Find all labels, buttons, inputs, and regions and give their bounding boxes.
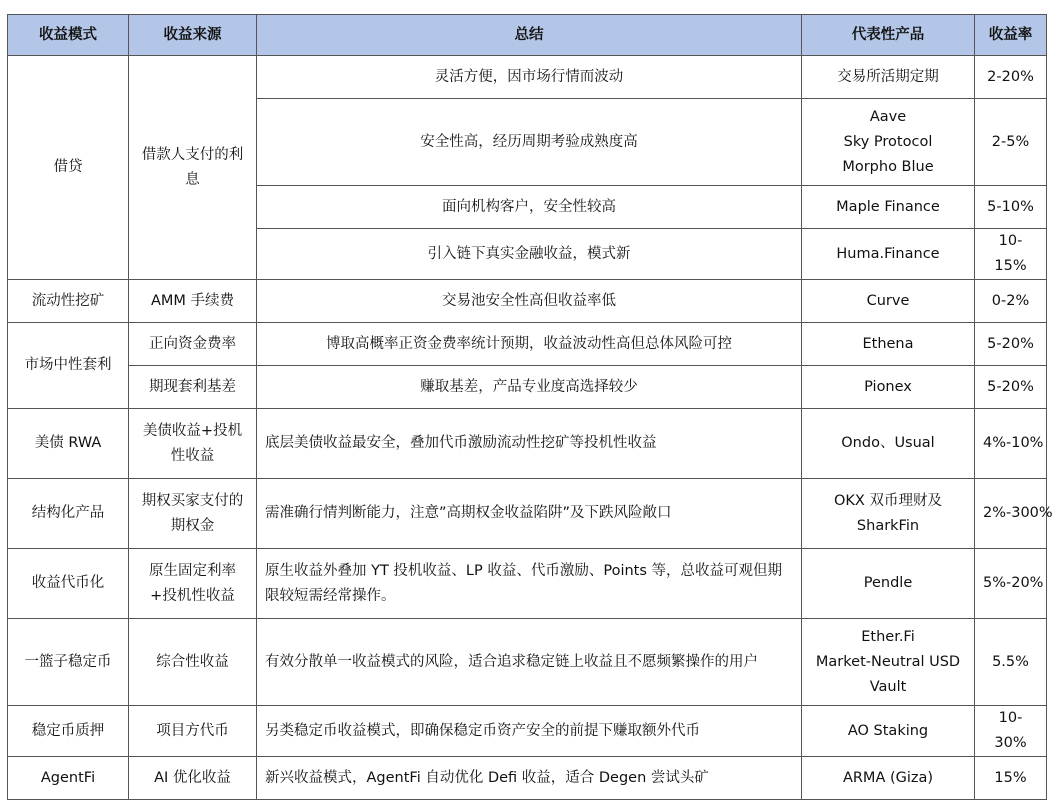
summary-cell: 安全性高，经历周期考验成熟度高 (257, 99, 802, 186)
rate-cell: 15% (975, 757, 1047, 800)
product-name: Curve (866, 292, 910, 309)
source-cell: 综合性收益 (129, 619, 257, 706)
product-name: ARMA (Giza) (842, 769, 934, 786)
rate-cell: 4%-10% (975, 409, 1047, 479)
header-row (8, 15, 1047, 56)
summary-cell: 需准确行情判断能力，注意”高期权金收益陷阱”及下跌风险敞口 (257, 479, 802, 549)
rate-cell: 2%-300% (975, 479, 1047, 549)
product-name: Ondo、Usual (841, 435, 935, 451)
summary-cell: 引入链下真实金融收益，模式新 (257, 229, 802, 280)
summary-cell: 交易池安全性高但收益率低 (257, 280, 802, 323)
mode-cell: 美债 RWA (8, 409, 129, 479)
product-name: Pionex (864, 378, 912, 395)
products-cell (802, 479, 975, 549)
table-row (8, 323, 1047, 366)
source-cell: 借款人支付的利息 (129, 56, 257, 280)
rate-cell: 5%-20% (975, 549, 1047, 619)
mode-cell: 流动性挖矿 (8, 280, 129, 323)
rate-cell: 5-10% (975, 186, 1047, 229)
product-name: Maple Finance (836, 198, 940, 215)
summary-cell: 原生收益外叠加 YT 投机收益、LP 收益、代币激励、Points 等，总收益可观但期限较短需经常操作。 (257, 549, 802, 619)
rate-cell: 5-20% (975, 323, 1047, 366)
source-cell: 期权买家支付的期权金 (129, 479, 257, 549)
products-cell (802, 366, 975, 409)
product-name: Huma.Finance (836, 245, 940, 262)
products-cell (802, 619, 975, 706)
mode-cell: 借贷 (8, 56, 129, 280)
rate-cell: 0-2% (975, 280, 1047, 323)
products-cell (802, 323, 975, 366)
products-cell (802, 549, 975, 619)
mode-cell: 收益代币化 (8, 549, 129, 619)
summary-cell: 新兴收益模式，AgentFi 自动优化 Defi 收益，适合 Degen 尝试头矿 (257, 757, 802, 800)
rate-cell: 5-20% (975, 366, 1047, 409)
source-cell: AMM 手续费 (129, 280, 257, 323)
products-cell (802, 409, 975, 479)
rate-cell: 10-30% (975, 706, 1047, 757)
product-name: OKX 双币理财及 (834, 492, 942, 509)
product-name: 交易所活期定期 (837, 68, 939, 85)
products-cell (802, 99, 975, 186)
summary-cell: 底层美债收益最安全，叠加代币激励流动性挖矿等投机性收益 (257, 409, 802, 479)
source-cell: 项目方代币 (129, 706, 257, 757)
summary-cell: 面向机构客户，安全性较高 (257, 186, 802, 229)
table-row (8, 366, 1047, 409)
product-name: Market-Neutral USD (815, 653, 961, 670)
product-name: Vault (869, 678, 907, 695)
header-mode: 收益模式 (8, 15, 129, 56)
products-cell (802, 757, 975, 800)
products-cell (802, 186, 975, 229)
summary-cell: 赚取基差，产品专业度高选择较少 (257, 366, 802, 409)
rate-cell: 10-15% (975, 229, 1047, 280)
products-cell (802, 56, 975, 99)
products-cell (802, 229, 975, 280)
mode-cell: 稳定币质押 (8, 706, 129, 757)
table-row (8, 479, 1047, 549)
summary-cell: 灵活方便，因市场行情而波动 (257, 56, 802, 99)
products-cell (802, 280, 975, 323)
mode-cell: 市场中性套利 (8, 323, 129, 409)
summary-cell: 另类稳定币收益模式，即确保稳定币资产安全的前提下赚取额外代币 (257, 706, 802, 757)
products-cell (802, 706, 975, 757)
product-name: Morpho Blue (842, 158, 934, 175)
table-row (8, 706, 1047, 757)
product-name: Sky Protocol (843, 133, 933, 150)
table-row (8, 409, 1047, 479)
table-row (8, 280, 1047, 323)
yield-table (7, 14, 1053, 800)
table-row (8, 549, 1047, 619)
summary-cell: 有效分散单一收益模式的风险，适合追求稳定链上收益且不愿频繁操作的用户 (257, 619, 802, 706)
mode-cell: 一篮子稳定币 (8, 619, 129, 706)
summary-cell: 博取高概率正资金费率统计预期，收益波动性高但总体风险可控 (257, 323, 802, 366)
product-name: Ether.Fi (861, 628, 915, 645)
product-name: Ethena (862, 335, 914, 352)
rate-cell: 5.5% (975, 619, 1047, 706)
product-name: Pendle (863, 575, 913, 591)
header-rate: 收益率 (975, 15, 1047, 56)
header-products: 代表性产品 (802, 15, 975, 56)
table-row (8, 757, 1047, 800)
source-cell: 期现套利基差 (129, 366, 257, 409)
source-cell: AI 优化收益 (129, 757, 257, 800)
mode-cell: AgentFi (8, 757, 129, 800)
product-name: SharkFin (856, 517, 920, 534)
mode-cell: 结构化产品 (8, 479, 129, 549)
header-source: 收益来源 (129, 15, 257, 56)
rate-cell: 2-5% (975, 99, 1047, 186)
product-name: Aave (869, 108, 907, 125)
product-name: AO Staking (847, 722, 929, 739)
rate-cell: 2-20% (975, 56, 1047, 99)
table-row (8, 619, 1047, 706)
table-row (8, 56, 1047, 99)
header-summary: 总结 (257, 15, 802, 56)
source-cell: 正向资金费率 (129, 323, 257, 366)
source-cell: 原生固定利率+投机性收益 (129, 549, 257, 619)
source-cell: 美债收益+投机性收益 (129, 409, 257, 479)
